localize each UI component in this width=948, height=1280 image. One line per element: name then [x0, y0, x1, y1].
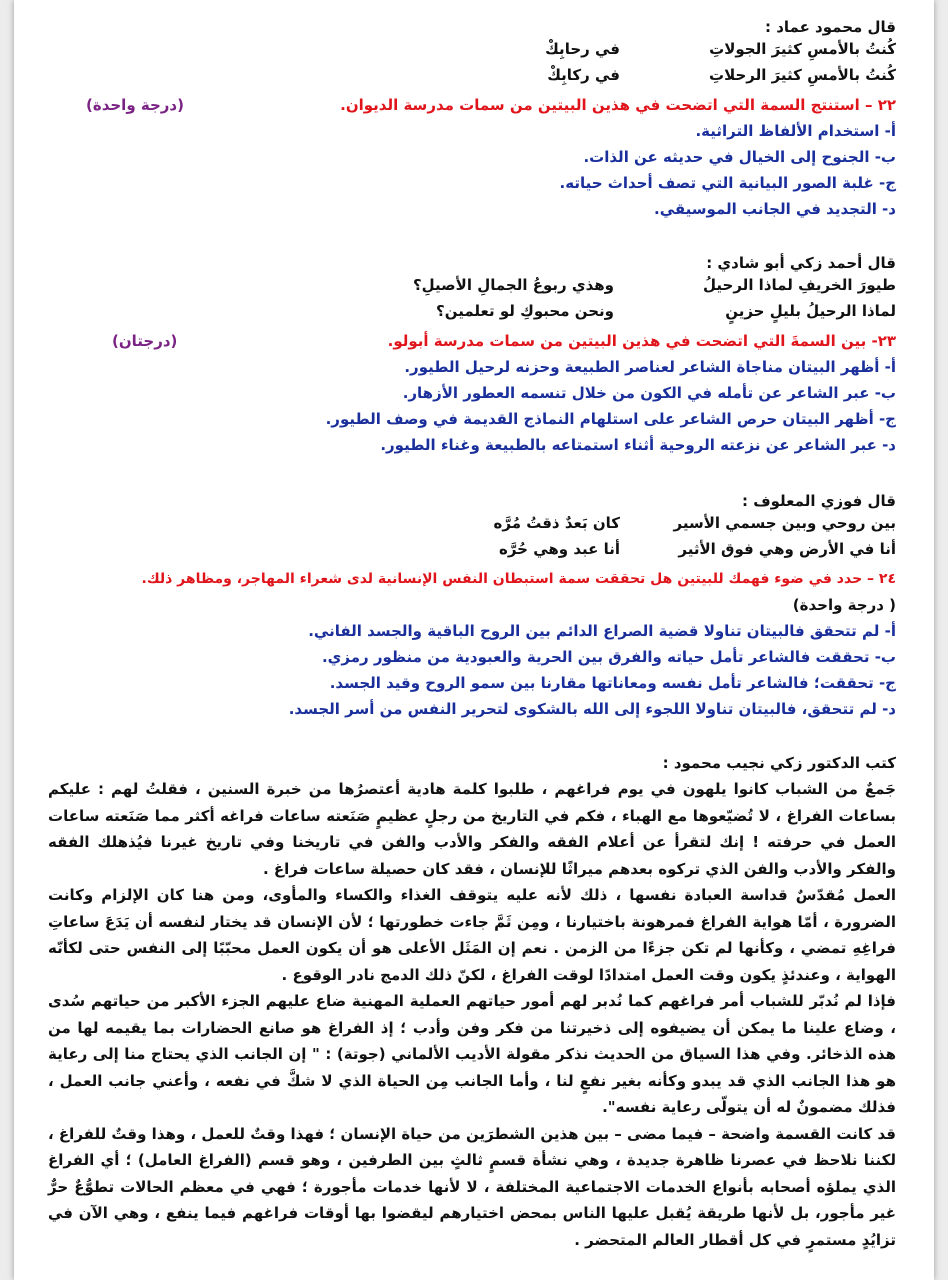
grade-label: (درجة واحدة)	[86, 96, 184, 114]
answer-option: ج- أظهر البيتان حرص الشاعر على استلهام النماذج القديمة في وصف الطيور.	[325, 410, 896, 428]
verse-first-hemistich: أنا في الأرض وهي فوق الأثير	[678, 540, 896, 558]
page-content	[48, 14, 896, 1253]
question-24-block	[48, 488, 896, 722]
verse-second-hemistich: ونحن محبوكِ لو تعلمين؟	[436, 302, 614, 320]
answer-option: أ- أظهر البيتان مناجاة الشاعر لعناصر الطبيعة وحزنه لرحيل الطيور.	[404, 358, 896, 376]
verse-first-hemistich: كُنتُ بالأمسِ كثيرَ الرحلاتِ	[709, 66, 896, 84]
verse-second-hemistich: أنا عبد وهي حُرَّه	[498, 540, 620, 558]
answer-option: ج- تحققت؛ فالشاعر تأمل نفسه ومعاناتها مقارنا بين سمو الروح وقيد الجسد.	[329, 674, 896, 692]
verse-first-hemistich: لماذا الرحيلُ بليلٍ حزينٍ	[725, 302, 896, 320]
answer-option: ج- غلبة الصور البيانية التي تصف أحداث حياته.	[559, 174, 896, 192]
answer-option: ب- الجنوح إلى الخيال في حديثه عن الذات.	[583, 148, 896, 166]
verse-second-hemistich: في ركابِكْ	[547, 66, 620, 84]
question-row	[48, 328, 896, 354]
verse-line	[48, 540, 896, 566]
verse-second-hemistich: كان بَعدٌ ذقتُ مُرَّه	[493, 514, 620, 532]
grade-label: ( درجة واحدة)	[792, 596, 896, 614]
prose-paragraph: فإذا لم نُدبّر للشباب أمر فراغهم كما نُدبر لهم أمور حياتهم العملية المهنية ضاع عليهم الجزء الأكبر من حياتهم سُدى ، وضاع علينا ما يمكن أن يضيفوه إلى ذخيرتنا من فكر وفن وأدب ؛ إذ الفراغ هو صانع الحضارات بما يقيمه لها من هذه الذخائر. وفي هذا السياق من الحديث نذكر مقولة الأديب الألماني (جوتة) : " إن الجانب الذي يحتاج منا إلى رعاية هو هذا الجانب الذي قد يبدو وكأنه بغير نفعٍ لنا ، وأما الجانب مِن الحياة الذي لا شكَّ في نفعه ، وأعني جانب العمل ، فذلك مضمونٌ له أن يتولّى رعاية نفسه".	[48, 992, 896, 1116]
prose-passage	[48, 750, 896, 1253]
verse-second-hemistich: وهذي ربوعُ الجمالِ الأصيلِ؟	[412, 276, 614, 294]
answer-option: د- لم تتحقق، فالبيتان تناولا اللجوء إلى الله بالشكوى لتحرير النفس من أسر الجسد.	[288, 700, 896, 718]
question-text: ٢٣- بين السمةَ التي اتضحت في هذين البيتين من سمات مدرسة أبولو.	[387, 332, 896, 350]
answer-option: ب- عبر الشاعر عن تأمله في الكون من خلال تنسمه العطور الأزهار.	[402, 384, 896, 402]
poet-intro: قال أحمد زكي أبو شادي :	[706, 254, 896, 272]
answer-option: د- التجديد في الجانب الموسيقي.	[654, 200, 896, 218]
verse-first-hemistich: طيورَ الخريفِ لماذا الرحيلُ	[703, 276, 896, 294]
verse-first-hemistich: كُنتُ بالأمسِ كثيرَ الجولاتِ	[709, 40, 896, 58]
question-row	[48, 92, 896, 118]
prose-paragraph: العمل مُقدّسٌ قداسة العبادة نفسها ، ذلك لأنه عليه يتوقف الغذاء والكساء والمأوى، ومن هنا كان الإلزام وكانت الضرورة ، أمّا هواية الفراغ فمرهونة باختيارنا ، ومِن ثَمَّ جاءت خطورتها ؛ لأن الإنسان قد يختار لنفسه أن يَدَعَ ساعاتِ فراغِهِ تمضي ، وكأنها لم تكن جزءًا من الزمن . نعم إن المَثَل الأعلى هو أن يكون العمل محبّبًا إلى النفس حتى لكأنّه الهواية ، وعندئذٍ يكون وقت العمل امتدادًا لوقت الفراغ ، لكنّ ذلك الدمج نادر الوقوع .	[48, 886, 896, 984]
answer-option: أ- لم تتحقق فالبيتان تناولا قضية الصراع الدائم بين الروح الباقية والجسد الفاني.	[308, 622, 896, 640]
verse-line	[48, 66, 896, 92]
prose-paragraph: قد كانت القسمة واضحة – فيما مضى – بين هذين الشطرَين من حياة الإنسان ؛ فهذا وقتٌ للعمل ، وهذا وقتٌ للفراغ ، لكننا نلاحظ في عصرنا ظاهرة جديدة ، وهي نشأة قسمٍ ثالثٍ بين الطرفين ، وهو قسم (الفراغ العامل) ؛ أي الفراغ الذي يملؤه أصحابه بأنواع الخدمات الاجتماعية المختلفة ، لا لأنها خدمات مأجورة ؛ فهي في معظم الحالات تطوُّعٌ حرٌّ غير مأجور، بل لأنها طريقة يُقبل عليها الناس بمحض اختيارهم ليقضوا بها أوقات فراغهم فيما ينفع ، وهي الآن في تزايُدٍ مستمرٍ في كل أقطار العالم المتحضر .	[48, 1124, 896, 1249]
poet-intro: قال فوزي المعلوف :	[742, 492, 896, 510]
grade-label: (درجتان)	[112, 332, 178, 350]
question-text: ٢٢ – استنتج السمة التي اتضحت في هذين البيتين من سمات مدرسة الديوان.	[340, 96, 896, 114]
poet-intro: قال محمود عماد :	[764, 18, 896, 36]
verse-line	[48, 514, 896, 540]
prose-paragraph: جَمعٌ من الشباب كانوا يلهون في يوم فراغهم ، طلبوا كلمة هادية أعتصرُها من خبرة السنين ، فقلتُ لهم : عليكم بساعات الفراغ ، لا تُضيّعوها مع الهباء ، فكم في التاريخ من رجلٍ عظيمٍ صَنَعته ساعات فراغه أكثر مما صَنَعته ساعات العمل في حرفته ! إنك لتقرأ عن أعلام الفقه والفكر والأدب والفن في تاريخنا وفي تاريخ غيرنا فيُذهلك الفقه والفكر والأدب والفن الذي تركوه بعدهم ميراثًا للإنسان ، فقد كان حصيلة ساعات فراغ .	[48, 780, 896, 878]
question-text: ٢٤ – حدد في ضوء فهمك للبيتين هل تحققت سمة استبطان النفس الإنسانية لدى شعراء المهاجر، ومظاهر ذلك.	[141, 571, 896, 587]
verse-line	[48, 276, 896, 302]
verse-second-hemistich: في رحابِكْ	[545, 40, 620, 58]
answer-option: أ- استخدام الألفاظ التراثية.	[695, 122, 896, 140]
question-23-block	[48, 250, 896, 458]
question-22-block	[48, 14, 896, 222]
document-page	[14, 0, 934, 1280]
verse-line	[48, 40, 896, 66]
verse-line	[48, 302, 896, 328]
prose-intro: كتب الدكتور زكي نجيب محمود :	[662, 754, 896, 772]
answer-option: د- عبر الشاعر عن نزعته الروحية أثناء استمتاعه بالطبيعة وغناء الطيور.	[380, 436, 896, 454]
answer-option: ب- تحققت فالشاعر تأمل حياته والفرق بين الحرية والعبودية من منظور رمزي.	[321, 648, 896, 666]
verse-first-hemistich: بين روحي وبين جسمي الأسير	[673, 514, 896, 532]
